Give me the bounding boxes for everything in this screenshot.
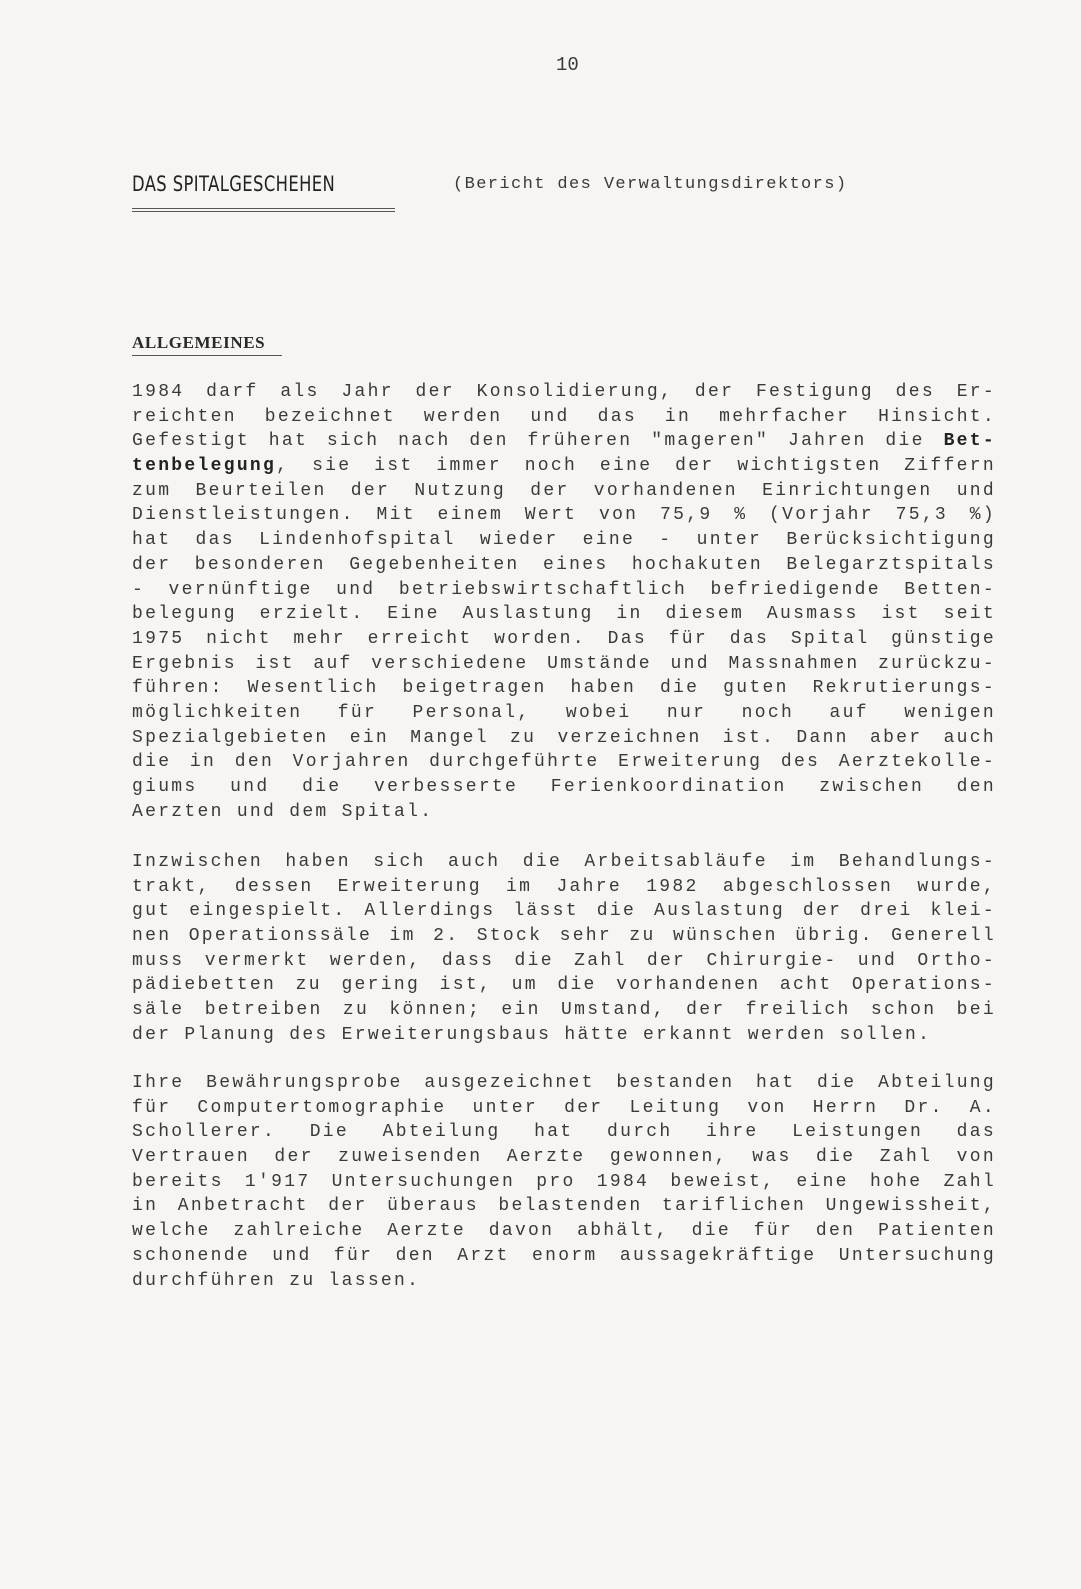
text-line	[132, 750, 996, 775]
text-segment: giums und die verbesserte Ferienkoordination zwischen den	[132, 777, 996, 797]
text-segment: welche zahlreiche Aerzte davon abhält, die für den Patienten	[132, 1221, 996, 1242]
text-line	[132, 1269, 996, 1294]
bold-text: tenbelegung	[132, 456, 277, 477]
text-line	[132, 479, 996, 504]
text-segment: - vernünftige und betriebswirtschaftlich befriedigende Betten-	[132, 579, 996, 600]
text-line	[132, 578, 996, 603]
text-line	[132, 1145, 996, 1170]
paragraph-computertomographie	[132, 1071, 996, 1293]
text-segment: reichten bezeichnet werden und das in mehrfacher Hinsicht.	[132, 406, 996, 427]
text-line	[132, 528, 996, 553]
text-line	[132, 1219, 996, 1244]
text-segment: schonende und für den Arzt enorm aussagekräftige Untersuchung	[132, 1245, 996, 1266]
text-line	[132, 1244, 996, 1269]
text-segment: gut eingespielt. Allerdings lässt die Auslastung der drei klei-	[132, 901, 996, 922]
text-segment: hat das Lindenhofspital wieder eine - unter Berücksichtigung	[132, 530, 996, 551]
text-line	[132, 553, 996, 578]
text-segment: trakt, dessen Erweiterung im Jahre 1982 abgeschlossen wurde,	[132, 876, 996, 897]
text-segment: Dienstleistungen. Mit einem Wert von 75,9 % (Vorjahr 75,3 %)	[132, 505, 996, 526]
text-segment: in Anbetracht der überaus belastenden tariflichen Ungewissheit,	[132, 1196, 996, 1217]
text-line	[132, 949, 996, 974]
text-segment: der Planung des Erweiterungsbaus hätte erkannt werden sollen.	[132, 1024, 932, 1045]
text-segment: , sie ist immer noch eine der wichtigsten Ziffern	[276, 456, 996, 477]
text-line	[132, 652, 996, 677]
text-segment: belegung erzielt. Eine Auslastung in diesem Ausmass ist seit	[132, 604, 996, 625]
text-line	[132, 701, 996, 726]
text-segment: für Computertomographie unter der Leitung von Herrn Dr. A.	[132, 1097, 996, 1118]
paragraph-bettenbelegung	[132, 380, 996, 824]
text-line	[132, 429, 996, 454]
text-line	[132, 503, 996, 528]
text-line	[132, 1170, 996, 1195]
text-line	[132, 454, 996, 479]
text-segment: führen: Wesentlich beigetragen haben die guten Rekrutierungs-	[132, 678, 996, 699]
text-line	[132, 924, 996, 949]
text-segment: nen Operationssäle im 2. Stock sehr zu wünschen übrig. Generell	[132, 926, 996, 947]
text-segment: der besonderen Gegebenheiten eines hochakuten Belegarztspitals	[132, 554, 996, 575]
text-line	[132, 775, 996, 800]
text-segment: Aerzten und dem Spital.	[132, 801, 434, 822]
text-line	[132, 676, 996, 701]
page-title: DAS SPITALGESCHEHEN	[132, 172, 336, 196]
text-line	[132, 800, 996, 825]
text-line	[132, 726, 996, 751]
text-line	[132, 1120, 996, 1145]
text-line	[132, 1071, 996, 1096]
text-line	[132, 875, 996, 900]
text-segment: pädiebetten zu gering ist, um die vorhandenen acht Operations-	[132, 975, 996, 996]
title-double-underline	[132, 208, 395, 212]
text-segment: Schollerer. Die Abteilung hat durch ihre Leistungen das	[132, 1122, 996, 1143]
section-heading: ALLGEMEINES	[132, 333, 266, 352]
bold-text: Bet-	[943, 431, 996, 452]
text-line	[132, 380, 996, 405]
text-line	[132, 1023, 996, 1048]
text-segment: säle betreiben zu können; ein Umstand, der freilich schon bei	[132, 1000, 996, 1021]
text-segment: die in den Vorjahren durchgeführte Erweiterung des Aerztekolle-	[132, 752, 996, 773]
text-line	[132, 850, 996, 875]
text-segment: Spezialgebieten ein Mangel zu verzeichnen ist. Dann aber auch	[132, 727, 996, 748]
text-line	[132, 1194, 996, 1219]
text-segment: möglichkeiten für Personal, wobei nur noch auf wenigen	[132, 702, 996, 723]
text-line	[132, 1096, 996, 1121]
text-segment: Gefestigt hat sich nach den früheren "mageren" Jahren die	[132, 431, 944, 452]
text-line	[132, 998, 996, 1023]
text-line	[132, 973, 996, 998]
text-line	[132, 405, 996, 430]
text-segment: 1984 darf als Jahr der Konsolidierung, der Festigung des Er-	[132, 382, 996, 402]
text-segment: Ergebnis ist auf verschiedene Umstände und Massnahmen zurückzu-	[132, 653, 996, 674]
section-underline	[132, 355, 282, 356]
text-segment: zum Beurteilen der Nutzung der vorhandenen Einrichtungen und	[132, 480, 996, 501]
page-number: 10	[556, 54, 579, 76]
text-segment: Ihre Bewährungsprobe ausgezeichnet bestanden hat die Abteilung	[132, 1073, 996, 1093]
text-line	[132, 602, 996, 627]
text-line	[132, 627, 996, 652]
text-segment: muss vermerkt werden, dass die Zahl der Chirurgie- und Ortho-	[132, 950, 996, 971]
paragraph-behandlungstrakt	[132, 850, 996, 1048]
text-line	[132, 899, 996, 924]
text-segment: Inzwischen haben sich auch die Arbeitsabläufe im Behandlungs-	[132, 852, 996, 872]
text-segment: durchführen zu lassen.	[132, 1270, 421, 1291]
text-segment: Vertrauen der zuweisenden Aerzte gewonnen, was die Zahl von	[132, 1147, 996, 1168]
text-segment: 1975 nicht mehr erreicht worden. Das für das Spital günstige	[132, 628, 996, 649]
text-segment: bereits 1'917 Untersuchungen pro 1984 beweist, eine hohe Zahl	[132, 1171, 996, 1192]
page-subtitle: (Bericht des Verwaltungsdirektors)	[453, 175, 848, 194]
